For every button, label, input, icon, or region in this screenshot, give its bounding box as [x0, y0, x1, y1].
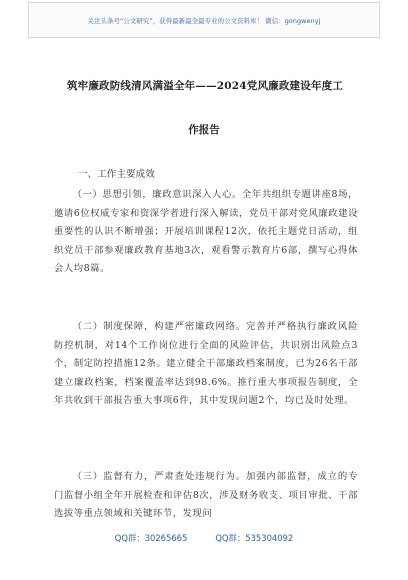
document-title-line1: 筑牢廉政防线清风满溢全年——2024党风廉政建设年度工 — [66, 80, 344, 92]
section-heading: 一、工作主要成效 — [78, 169, 155, 180]
footer-contact — [0, 532, 408, 550]
header-banner — [28, 2, 380, 38]
paragraph-2: （二）制度保障，构建严密廉政网络。完善并严格执行廉政风险防控机制，对14个工作岗位进行全面的风险评估，共识别出风险点3个，制定防控措施12条。建立健全干部廉政档案制度，已为26名干部建立廉政档案，档案覆盖率达到98.6%。推行重大事项报告制度，全年共收到干部报告重大事项6件，其中发现问题2个，均已及时处理。 — [54, 321, 358, 407]
banner-text: 关注头条号“公文研究”，获得最新最全最专业的公文资料库！ 微信：gongwenyj — [87, 16, 321, 25]
footer-qq-group-1: QQ群：30265665 — [114, 533, 188, 543]
document-title-line2: 作报告 — [188, 124, 220, 136]
footer-qq-group-2: QQ群：535304092 — [215, 533, 294, 543]
paragraph-3: （三）监督有力，严肃查处违规行为。加强内部监督，成立的专门监督小组全年开展检查和评估8次，涉及财务收支、项目审批、干部选拔等重点领域和关键环节，发现问 — [54, 471, 358, 520]
paragraph-1: （一）思想引领，廉政意识深入人心。全年共组织专题讲座8场，邀请6位权威专家和资深学者进行深入解读，党员干部对党风廉政建设重要性的认识不断增强；开展培训课程12次，依托主题党日活动，组织党员干部参观廉政教育基地3次，观看警示教育片6部，撰写心得体会人均8篇。 — [54, 189, 358, 275]
